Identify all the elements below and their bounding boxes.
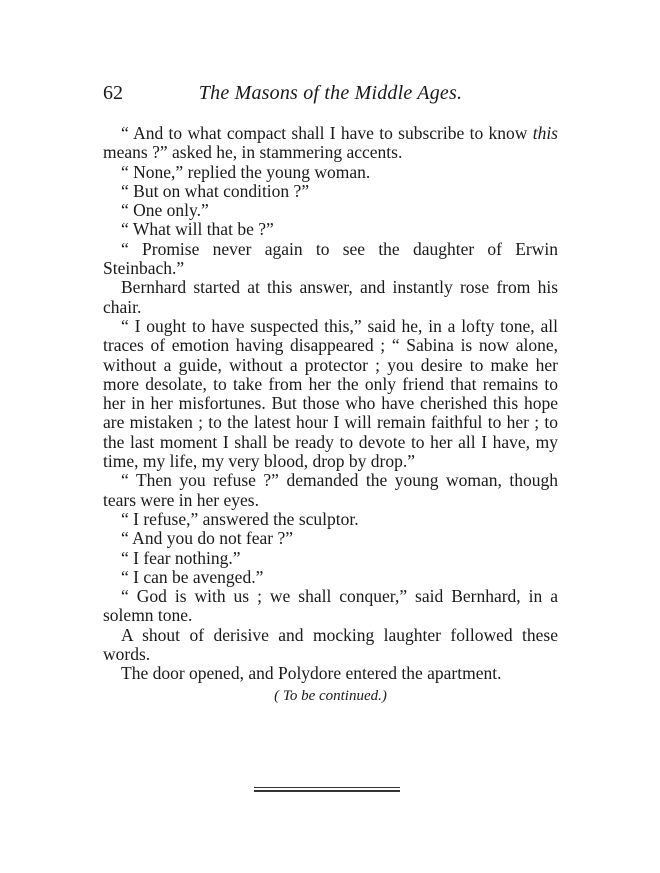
paragraph: “ I refuse,” answered the sculptor. (121, 508, 359, 529)
page-header (103, 82, 558, 110)
paragraph: “ What will that be ?” (121, 219, 274, 240)
end-rule-line (254, 787, 400, 788)
to-be-continued-note: ( To be continued.) (274, 688, 387, 704)
end-rule-line (254, 790, 400, 792)
paragraph: “ I can be avenged.” (121, 566, 264, 587)
paragraph: Bernhard started at this answer, and instantly rose from his chair. (103, 277, 558, 317)
paragraph: A shout of derisive and mocking laughter followed these words. (103, 624, 558, 665)
end-rule (254, 787, 400, 794)
paragraph: “ God is with us ; we shall conquer,” said Bernhard, in a solemn tone. (103, 586, 558, 626)
running-title: The Masons of the Middle Ages. (198, 82, 463, 104)
emphasis: this (532, 123, 558, 143)
paragraph: “ Then you refuse ?” demanded the young woman, though tears were in her eyes. (103, 470, 558, 510)
paragraph: “ I ought to have suspected this,” said he, in a lofty tone, all traces of emotion having disappeared ; “ Sabina is now alone, without a guide, without a protector ; you desire to make her more desolate, to take from her the only friend that remains to her in her misfortunes. But those who have cherished this hope are mistaken ; to the latest hour I will remain faithful to her ; to the last moment I shall be ready to devote to her all I have, my time, my life, my very blood, drop by drop.” (103, 315, 558, 472)
page-number: 62 (103, 82, 123, 104)
paragraph: “ I fear nothing.” (121, 547, 241, 568)
paragraph: “ And you do not fear ?” (121, 528, 294, 549)
paragraph: The door opened, and Polydore entered the apartment. (121, 663, 502, 684)
paragraph: “ And to what compact shall I have to subscribe to know this means ?” asked he, in stammering accents. (103, 123, 558, 163)
paragraph: “ None,” replied the young woman. (121, 161, 371, 182)
body-text (103, 124, 558, 684)
paragraph: “ One only.” (121, 200, 209, 221)
paragraph: “ Promise never again to see the daughter of Erwin Steinbach.” (103, 238, 558, 279)
paragraph: “ But on what condition ?” (121, 180, 310, 201)
